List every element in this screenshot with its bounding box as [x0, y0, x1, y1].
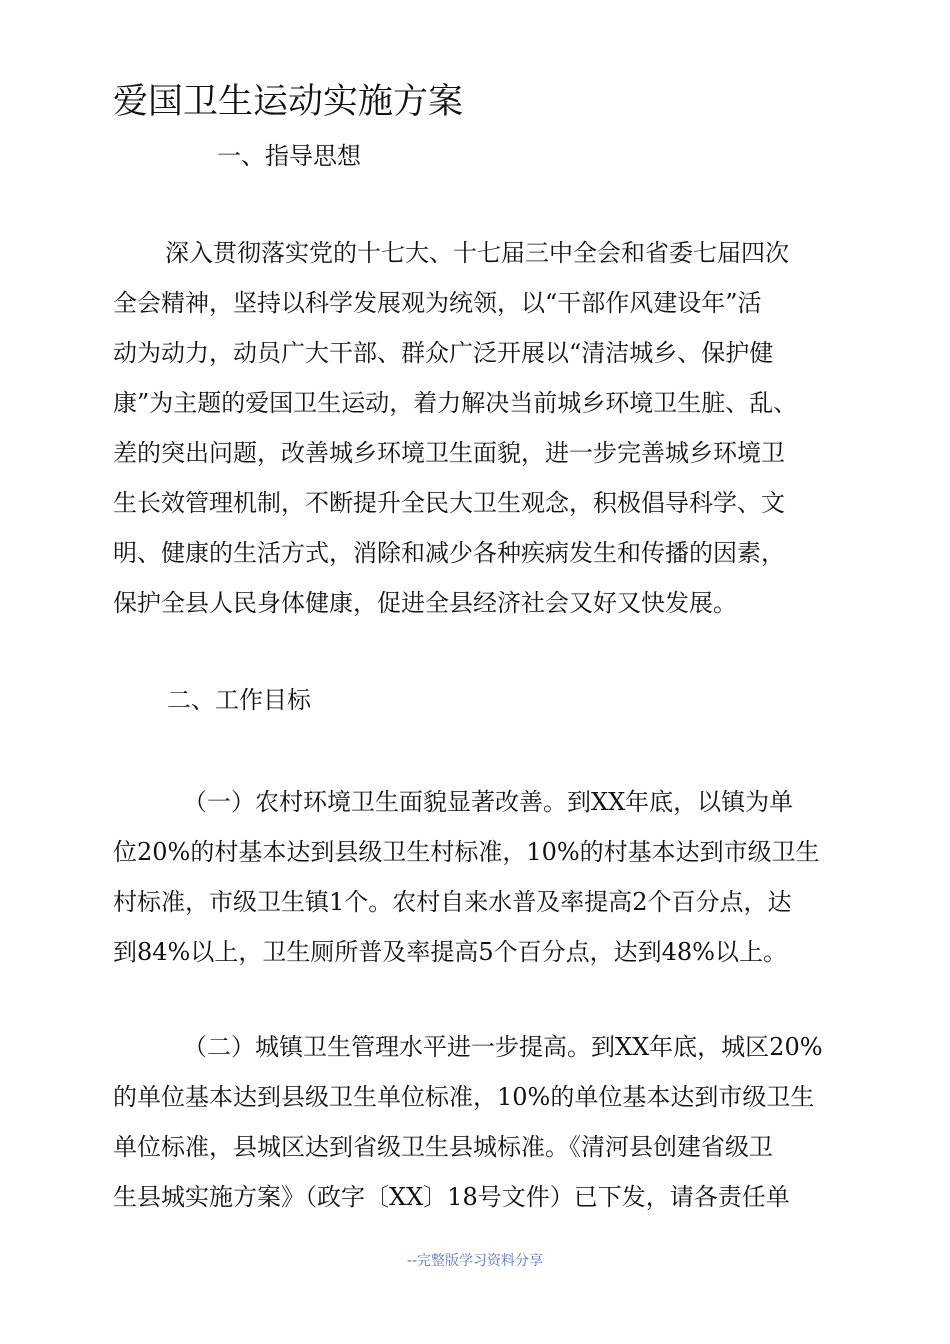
text-line: 村标准，市级卫生镇1个。农村自来水普及率提高2个百分点，达 — [113, 888, 792, 916]
text-line: 康”为主题的爱国卫生运动，着力解决当前城乡环境卫生脏、乱、 — [113, 389, 798, 417]
paragraph-guiding-ideology — [113, 228, 853, 628]
text-line: 的单位基本达到县级卫生单位标准，10%的单位基本达到市级卫生 — [113, 1083, 815, 1111]
text-line: 动为动力，动员广大干部、群众广泛开展以“清洁城乡、保护健 — [113, 339, 774, 367]
text-line: 生长效管理机制，不断提升全民大卫生观念，积极倡导科学、文 — [113, 489, 785, 517]
text-line: （二）城镇卫生管理水平进一步提高。到XX年底，城区20% — [183, 1033, 823, 1061]
text-line: 位20%的村基本达到县级卫生村标准，10%的村基本达到市级卫生 — [113, 838, 820, 866]
text-line: 单位标准，县城区达到省级卫生县城标准。《清河县创建省级卫 — [113, 1133, 773, 1161]
text-line: 到84%以上，卫生厕所普及率提高5个百分点，达到48%以上。 — [113, 938, 787, 966]
text-line: 差的突出问题，改善城乡环境卫生面貌，进一步完善城乡环境卫 — [113, 439, 785, 467]
text-line: （一）农村环境卫生面貌显著改善。到XX年底，以镇为单 — [183, 788, 794, 816]
section-heading-work-goals: 二、工作目标 — [167, 686, 311, 714]
text-line: 明、健康的生活方式，消除和减少各种疾病发生和传播的因素， — [113, 539, 785, 567]
text-line: 全会精神，坚持以科学发展观为统领，以“干部作风建设年”活 — [113, 289, 762, 317]
page-footer: --完整版学习资料分享 — [406, 1253, 544, 1269]
paragraph-goal-rural — [113, 777, 853, 977]
document-title: 爱国卫生运动实施方案 — [113, 82, 464, 122]
paragraph-goal-urban — [113, 1022, 853, 1222]
section-heading-guiding-ideology: 一、指导思想 — [217, 142, 361, 170]
text-line: 深入贯彻落实党的十七大、十七届三中全会和省委七届四次 — [165, 239, 789, 267]
text-line: 生县城实施方案》（政字〔XX〕18号文件）已下发，请各责任单 — [113, 1183, 790, 1211]
text-line: 保护全县人民身体健康，促进全县经济社会又好又快发展。 — [113, 589, 737, 617]
